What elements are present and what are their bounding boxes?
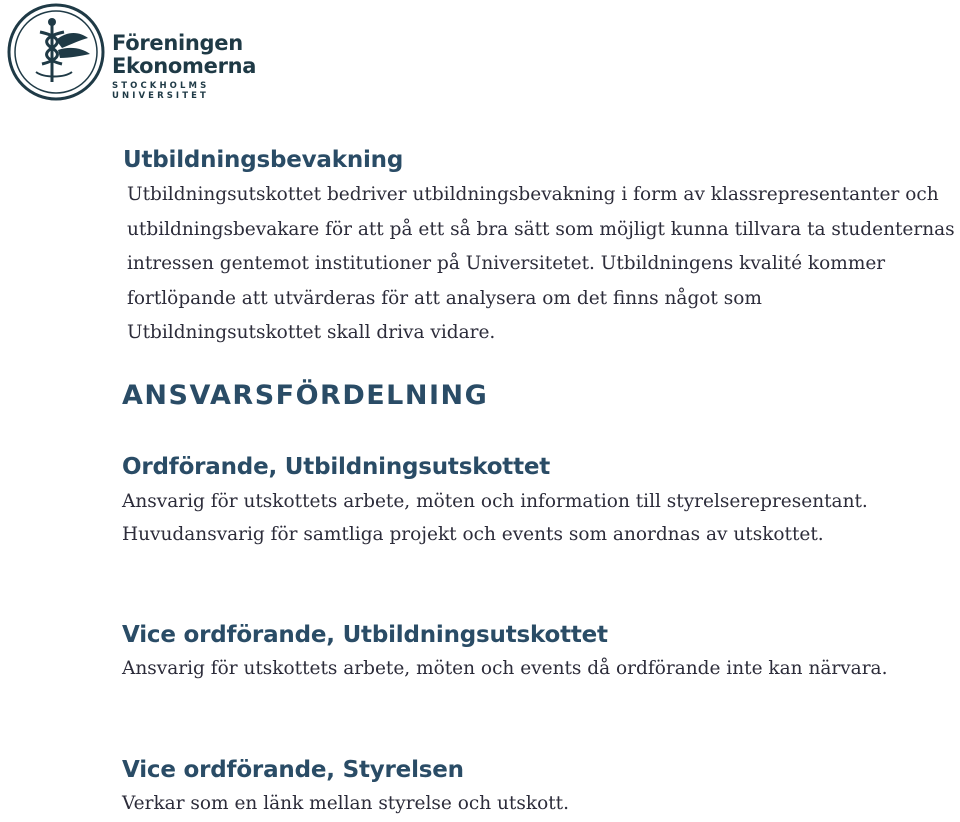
role-body-ordforande: Ansvarig för utskottets arbete, möten och information till styrelserepresentant. Huvudansvarig för samtliga projekt och events som anordnas av utskottet. bbox=[122, 491, 868, 545]
seal-emblem-icon bbox=[6, 2, 106, 102]
logo-line-3: STOCKHOLMS UNIVERSITET bbox=[112, 81, 210, 101]
role-title-vice-ordforande-utskott: Vice ordförande, Utbildningsutskottet bbox=[122, 622, 608, 648]
role-body-vice-ordforande-styrelsen: Verkar som en länk mellan styrelse och utskott. bbox=[122, 793, 569, 814]
organization-logo bbox=[4, 2, 257, 101]
role-title-vice-ordforande-styrelsen: Vice ordförande, Styrelsen bbox=[122, 757, 464, 783]
section-heading-utbildningsbevakning: Utbildningsbevakning bbox=[123, 147, 404, 173]
logo-line-2: Ekonomerna bbox=[112, 54, 257, 78]
logo-line-1: Föreningen bbox=[112, 31, 243, 55]
section-body-utbildningsbevakning: Utbildningsutskottet bedriver utbildningsbevakning i form av klassrepresentanter och utbildningsbevakare för att på ett så bra sätt som möjligt kunna tillvara ta studenternas intressen gentemot institutioner på Universitetet. Utbildningens kvalité kommer fortlöpande att utvärderas för att analysera om det finns något som Utbildningsutskottet skall driva vidare. bbox=[127, 184, 955, 343]
role-body-vice-ordforande-utskott: Ansvarig för utskottets arbete, möten och events då ordförande inte kan närvara. bbox=[122, 658, 888, 679]
main-heading-ansvarsfordelning: ANSVARSFÖRDELNING bbox=[122, 380, 489, 411]
logo-wordmark bbox=[112, 32, 256, 101]
role-title-ordforande: Ordförande, Utbildningsutskottet bbox=[122, 454, 551, 480]
